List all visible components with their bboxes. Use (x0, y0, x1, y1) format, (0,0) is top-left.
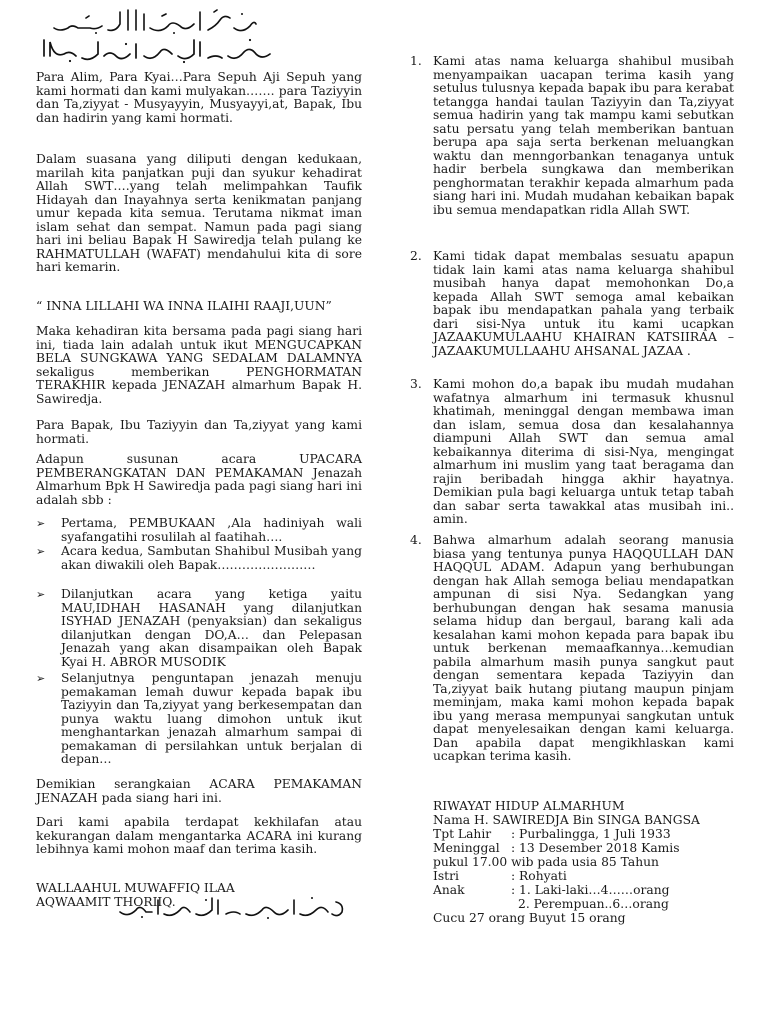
closing-paragraph: Demikian serangkaian ACARA PEMAKAMAN JENAZAH pada siang hari ini. (36, 777, 362, 805)
biography-name: Nama H. SAWIREDJA Bin SINGA BANGSA (433, 813, 700, 827)
numbered-item: 3. Kami mohon do,a bapak ibu mudah mudahan wafatnya almarhum ini termasuk khusnul khatimah, meninggal dengan membawa iman dan islam, semua dosa dan kesalahannya diampuni Allah SWT dan semua amal kebaikannya diterima di sisi-Nya, mengingat almarhum ini muslim yang taat beragama dan rajin beribadah hingga akhir hayatnya. Demikian pula bagi keluarga untuk tetap tabah dan sabar serta tawakkal atas musibah ini.. amin. (410, 377, 734, 526)
numbered-item: 1. Kami atas nama keluarga shahibul musibah menyampaikan uacapan terima kasih yang setulus tulusnya kepada bapak ibu para kerabat tetangga handai taulan Taziyyin dan Ta,ziyyat semua hadirin yang tak mampu kami sebutkan satu persatu yang telah memberikan bantuan berupa apa saja serta berkenan meluangkan waktu dan menngorbankan tenaganya untuk hadir berbela sungkawa dan memberikan penghormatan terakhir kepada almarhum pada siang hari ini. Mudah mudahan kebaikan bapak ibu semua mendapatkan ridla Allah SWT. (410, 54, 734, 217)
greeting-paragraph: Para Alim, Para Kyai…Para Sepuh Aji Sepuh yang kami hormati dan kami mulyakan……. para Taziyyin dan Ta,ziyyat - Musyayyin, Musyayyi,at, Bapak, Ibu dan hadirin yang kami hormati. (36, 70, 362, 125)
wallahul-line: WALLAAHUL MUWAFFIQ ILAA AQWAAMIT THORIIQ. (36, 881, 235, 909)
birthplace-value: : Purbalingga, 1 Juli 1933 (511, 827, 671, 841)
agenda-item: ➢ Selanjutnya penguntapan jenazah menuju pemakaman lemah duwur kepada bapak ibu Taziyyin dan Ta,ziyyat yang berkesempatan dan punya waktu luang dimohon untuk ikut menghantarkan jenazah almarhum sampai di pemakaman di persilahkan untuk berjalan di depan… (36, 671, 362, 766)
istirja-line: “ INNA LILLAHI WA INNA ILAIHI RAAJI,UUN” (36, 299, 332, 313)
opening-paragraph: Dalam suasana yang diliputi dengan kedukaan, marilah kita panjatkan puji dan syukur kehadirat Allah SWT….yang telah melimpahkan Taufik Hidayah dan Inayahnya serta kenikmatan panjang umur kepada kita semua. Terutama nikmat iman islam sehat dan sempat. Namun pada pagi siang hari ini beliau Bapak H Sawiredja telah pulang ke RAHMATULLAH (WAFAT) mendahului kita di sore hari kemarin. (36, 152, 362, 274)
children-label: Anak (433, 883, 465, 897)
arrow-bullet-icon: ➢ (36, 517, 46, 530)
arrow-bullet-icon: ➢ (36, 672, 46, 685)
death-time: pukul 17.00 wib pada usia 85 Tahun (433, 855, 659, 869)
birthplace-label: Tpt Lahir (433, 827, 492, 841)
biography-section (433, 799, 733, 925)
wife-label: Istri (433, 869, 459, 883)
death-label: Meninggal (433, 841, 500, 855)
salam-calligraphy (40, 36, 276, 64)
address-paragraph: Para Bapak, Ibu Taziyyin dan Ta,ziyyat yang kami hormati. (36, 418, 362, 446)
apology-paragraph: Dari kami apabila terdapat kekhilafan atau kekurangan dalam mengantarka ACARA ini kurang lebihnya kami mohon maaf dan terima kasih. (36, 815, 362, 856)
wife-value: : Rohyati (511, 869, 567, 883)
condolence-paragraph: Maka kehadiran kita bersama pada pagi siang hari ini, tiada lain adalah untuk ikut MENGUCAPKAN BELA SUNGKAWA YANG SEDALAM DALAMNYA sekaligus memberikan PENGHORMATAN TERAKHIR kepada JENAZAH almarhum Bapak H. Sawiredja. (36, 324, 362, 406)
death-value: : 13 Desember 2018 Kamis (511, 841, 680, 855)
arrow-bullet-icon: ➢ (36, 588, 46, 601)
biography-title: RIWAYAT HIDUP ALMARHUM (433, 799, 625, 813)
arrow-bullet-icon: ➢ (36, 545, 46, 558)
children-daughters: 2. Perempuan..6…orang (518, 897, 669, 911)
numbered-item: 4. Bahwa almarhum adalah seorang manusia biasa yang tentunya punya HAQQULLAH DAN HAQQUL ADAM. Adapun yang berhubungan dengan hak Allah semoga beliau mendapatkan ampunan di sisi Nya. Sedangkan yang berhubungan dengan hak sesama manusia selama hidup dan bergaul, barang kali ada kesalahan kami mohon kepada para bapak ibu untuk berkenan memaafkannya…kemudian pabila almarhum masih punya sangkut paut dengan sementara kepada Taziyyin dan Ta,ziyyat baik hutang piutang maupun pinjam meminjam, maka kami mohon kepada bapak ibu yang merasa mempunyai sangkutan untuk dapat menyelesaikan dengan kami keluarga. Dan apabila dapat mengikhlaskan kami ucapkan terima kasih. (410, 533, 734, 763)
children-sons: : 1. Laki-laki…4……orang (511, 883, 670, 897)
agenda-intro-paragraph: Adapun susunan acara UPACARA PEMBERANGKATAN DAN PEMAKAMAN Jenazah Almarhum Bpk H Sawiredja pada pagi siang hari ini adalah sbb : (36, 452, 362, 507)
agenda-item: ➢ Dilanjutkan acara yang ketiga yaitu MAU,IDHAH HASANAH yang dilanjutkan ISYHAD JENAZAH (penyaksian) dan sekaligus dilanjutkan dengan DO,A… dan Pelepasan Jenazah yang akan disampaikan oleh Bapak Kyai H. ABROR MUSODIK (36, 587, 362, 669)
grandchildren-count: Cucu 27 orang Buyut 15 orang (433, 911, 626, 925)
closing-salam-calligraphy (116, 894, 348, 920)
basmalah-calligraphy (50, 6, 260, 36)
numbered-item: 2. Kami tidak dapat membalas sesuatu apapun tidak lain kami atas nama keluarga shahibul musibah hanya dapat memohonkan Do,a kepada Allah SWT semoga amal kebaikan bapak ibu mendapatkan pahala yang terbaik dari sisi-Nya untuk itu kami ucapkan JAZAAKUMULAAHU KHAIRAN KATSIIRAA – JAZAAKUMULLAAHU AHSANAL JAZAA . (410, 249, 734, 358)
agenda-item: ➢ Pertama, PEMBUKAAN ,Ala hadiniyah wali syafangatihi rosulilah al faatihah…. (36, 516, 362, 544)
agenda-item: ➢ Acara kedua, Sambutan Shahibul Musibah yang akan diwakili oleh Bapak…………………… (36, 544, 362, 572)
